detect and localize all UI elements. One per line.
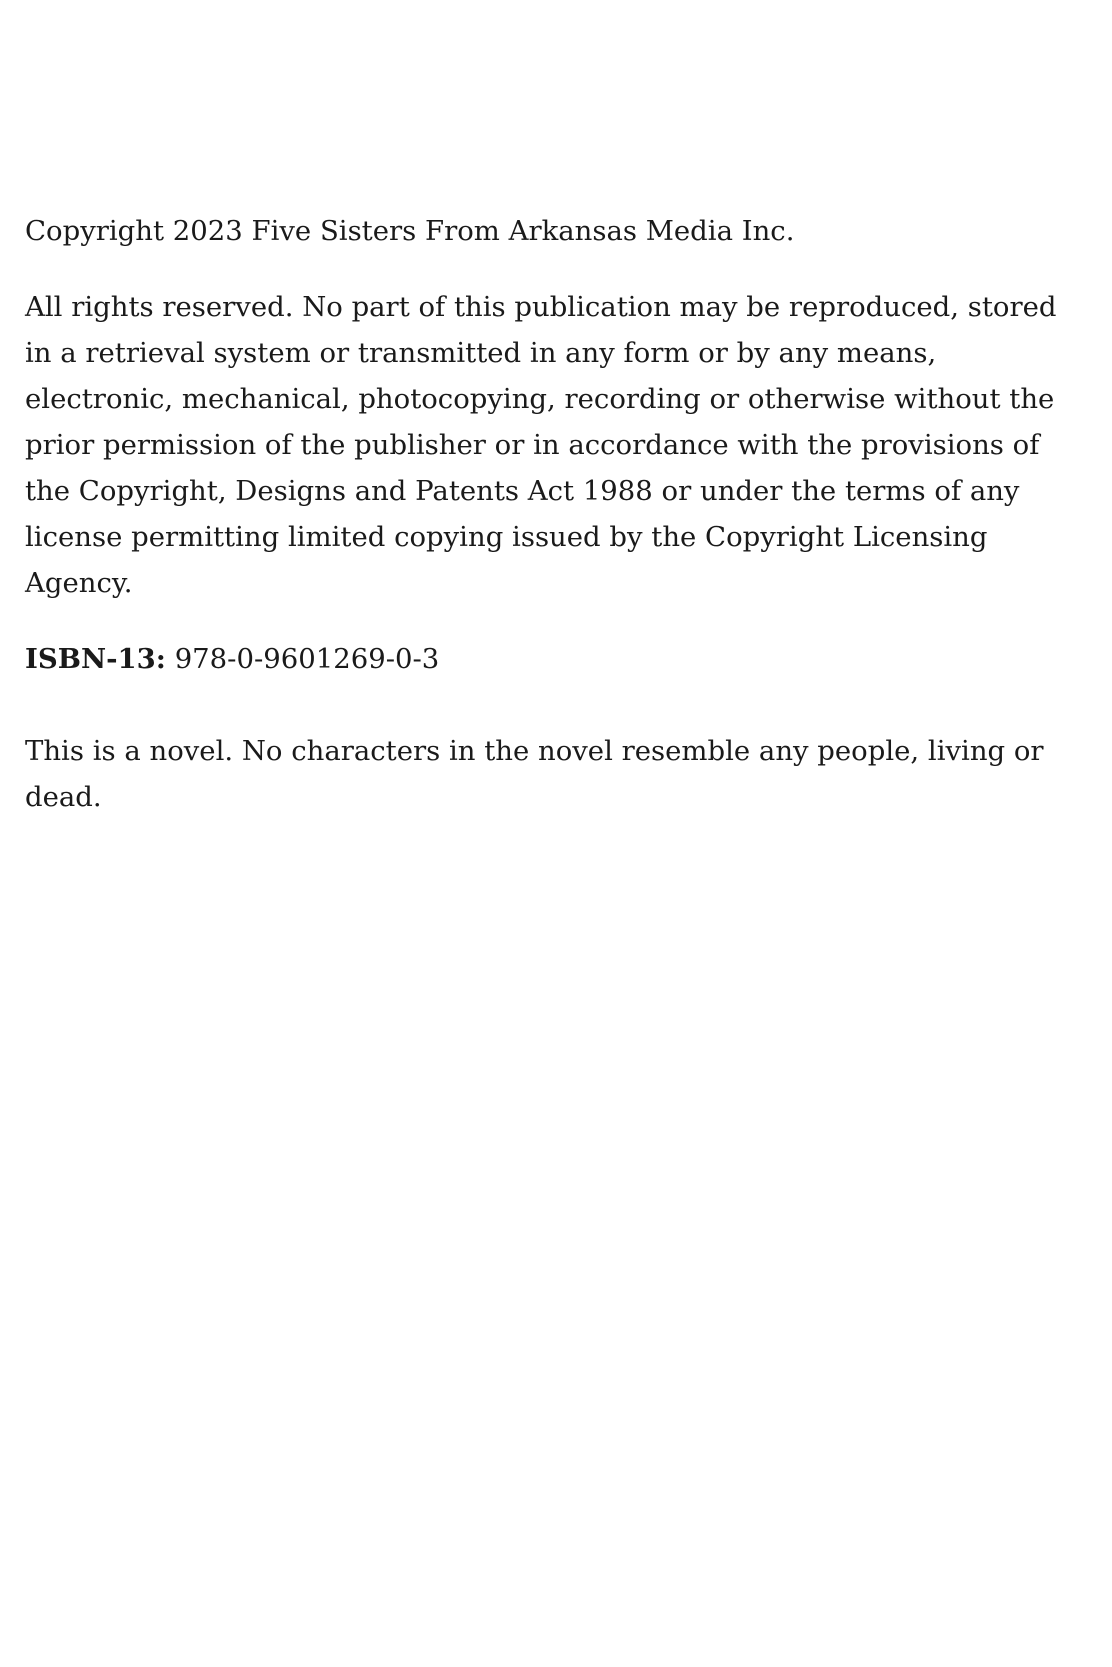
novel-disclaimer: This is a novel. No characters in the novel resemble any people, living or dead. (25, 735, 1044, 813)
isbn-value: 978-0-9601269-0-3 (174, 643, 440, 675)
isbn-line (25, 636, 1085, 682)
isbn-label: ISBN-13: (25, 643, 166, 675)
copyright-page (25, 208, 1085, 820)
copyright-notice: Copyright 2023 Five Sisters From Arkansas Media Inc. (25, 215, 795, 247)
rights-statement: All rights reserved. No part of this publication may be reproduced, stored in a retrieval system or transmitted in any form or by any means, electronic, mechanical, photocopying, recording or otherwise without the prior permission of the publisher or in accordance with the provisions of the Copyright, Designs and Patents Act 1988 or under the terms of any license permitting limited copying issued by the Copyright Licensing Agency. (25, 291, 1057, 599)
